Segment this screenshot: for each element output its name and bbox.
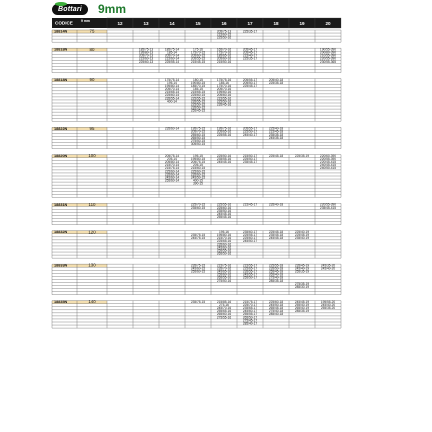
tyre-size-cell: 245/40-20: [320, 303, 336, 308]
tyre-size-cell: 225/45-19: [294, 233, 310, 238]
tyre-size-cell: 390-15: [193, 181, 203, 186]
tyre-size-cell: 245/40-20: [320, 266, 336, 271]
tyre-size-cell: 215/50-17: [242, 154, 258, 158]
tyre-size-cell: 235/60-17: [242, 230, 258, 235]
tyre-size-cell: 205/50-17: [242, 81, 258, 85]
tyre-size-cell: 215/75-14: [164, 166, 180, 171]
tyre-size-cell: 275/35-19: [294, 281, 310, 286]
tyre-size-cell: 245/45-18: [268, 236, 284, 241]
header-column-label: 19: [299, 20, 305, 26]
tyre-size-cell: 225/65-16: [216, 239, 232, 244]
tyre-size-cell: 220/55-390: [319, 157, 337, 162]
tyre-size-cell: 215/65-14: [164, 90, 180, 95]
tyre-size-cell: 225/60-18: [268, 300, 284, 304]
tyre-size-cell: 225/35-17: [242, 56, 258, 61]
tyre-size-cell: 215/45-17: [242, 202, 258, 207]
tyre-size-cell: 235/45-19: [294, 263, 310, 268]
tyre-size-cell: 240/50-415: [319, 166, 337, 171]
tyre-size-cell: 245/60-16: [216, 245, 232, 250]
tyre-size-cell: 235/65-17: [242, 306, 258, 311]
tyre-size-cell: 305/50-15: [190, 141, 206, 146]
tyre-size-cell: 235/75-15: [190, 233, 206, 238]
tyre-size-cell: 400-14: [167, 99, 177, 104]
tyre-size-cell: 205/70-15: [190, 129, 206, 134]
tyre-size-cell: 205/55-15: [190, 56, 206, 61]
tyre-size-cell: 205/70-16: [216, 87, 232, 92]
tyre-size-cell: 235/55-14: [164, 96, 180, 101]
tyre-size-cell: 215/60-14: [164, 56, 180, 61]
tyre-size-cell: 235/55-16: [216, 157, 232, 162]
tyre-size-cell: 180-15: [193, 77, 203, 82]
tyre-size-cell: 245/55-17: [242, 272, 258, 277]
table-section: [52, 47, 341, 73]
header-column-label: 20: [325, 20, 331, 26]
tyre-size-cell: 195-16: [219, 230, 229, 235]
section-code: 18832N: [54, 230, 68, 235]
tyre-size-cell: 200/80-390: [319, 50, 337, 55]
tyre-size-cell: 225/40-19: [294, 230, 310, 235]
tyre-size-cell: 255/50-17: [242, 275, 258, 280]
tyre-size-cell: 205/70-14: [164, 53, 180, 58]
section-code: 18822N: [54, 126, 68, 131]
tyre-size-cell: 195/75-15: [190, 126, 206, 131]
tyre-size-cell: 235/60-15: [190, 172, 206, 177]
tyre-size-cell: 205/75-13: [216, 29, 232, 34]
tyre-size-cell: 225/70-17: [242, 303, 258, 308]
tyre-size-cell: 245/50-18: [268, 303, 284, 308]
tyre-size-cell: 175/70-16: [216, 84, 232, 89]
tyre-size-cell: 240/45-415: [319, 163, 337, 168]
table-section: [52, 29, 341, 43]
tyre-size-cell: 255/45-15: [190, 108, 206, 113]
tyre-size-cell: 225/55-15: [190, 96, 206, 101]
tyre-size-cell: 225/45-17: [242, 84, 258, 89]
section-dim: 80: [89, 46, 95, 52]
tyre-size-cell: 225/45-18: [268, 154, 284, 158]
tyre-size-cell: 235/55-17: [242, 269, 258, 274]
tyre-size-cell: 265/50-15: [190, 135, 206, 140]
tyre-size-cell: 245/45-16: [216, 160, 232, 165]
tyre-size-cell: 255/45-18: [268, 269, 284, 274]
tyre-size-cell: 195/80-16: [216, 233, 232, 238]
tyre-size-cell: 255/60-15: [190, 132, 206, 137]
header-column-label: 13: [143, 20, 149, 26]
tyre-size-cell: 185/75-13: [138, 47, 154, 52]
table-section: [52, 299, 341, 328]
tyre-size-cell: 215/65-15: [190, 90, 206, 95]
tyre-size-cell: 225/60-13: [138, 59, 154, 64]
tyre-size-cell: 245/60-17: [242, 309, 258, 314]
tyre-size-cell: 235/75-15: [190, 300, 206, 304]
tyre-size-cell: 285/40-17: [242, 321, 258, 326]
tyre-size-cell: 230/55-365: [319, 59, 337, 64]
tyre-size-cell: 245/65-16: [216, 269, 232, 274]
tyre-size-cell: 195/55-20: [320, 300, 336, 304]
tyre-size-cell: 285/35-18: [268, 278, 284, 283]
tyre-size-cell: 205/45-17: [242, 50, 258, 55]
tyre-size-cell: 175/70-16: [216, 50, 232, 55]
tyre-size-cell: 265/45-18: [268, 306, 284, 311]
tyre-size-cell: 245/35-18: [268, 135, 284, 140]
tyre-size-cell: 195-15: [193, 154, 203, 158]
tyre-size-cell: 205/40-18: [268, 77, 284, 82]
tyre-size-cell: 225/50-16: [216, 35, 232, 40]
tyre-size-cell: 195/60-16: [216, 90, 232, 95]
tyre-size-cell: 175/75-14: [164, 77, 180, 82]
tyre-size-cell: 225/65-17: [242, 266, 258, 271]
tyre-size-cell: 225/50-15: [190, 102, 206, 107]
tyre-size-cell: 175/75-16: [216, 77, 232, 82]
tyre-size-cell: 190/55-390: [319, 47, 337, 52]
tyre-size-cell: 225/40-18: [268, 126, 284, 131]
tyre-size-cell: 235/60-14: [164, 126, 180, 131]
header-column-label: 12: [117, 20, 123, 26]
tyre-size-cell: 225/35-18: [268, 81, 284, 85]
section-code: 18814N: [54, 29, 68, 34]
tyre-size-cell: 245/40-17: [242, 132, 258, 137]
tyre-size-cell: 215/75-17: [242, 300, 258, 304]
tyre-size-cell: 245/45-16: [216, 211, 232, 216]
chain-size-title: 9mm: [97, 2, 126, 16]
tyre-size-cell: 205/60-15: [190, 53, 206, 58]
tyre-size-cell: 235/45-18: [268, 233, 284, 238]
tyre-size-cell: 225/35-17: [242, 29, 258, 34]
tyre-size-cell: 220/45-415: [319, 160, 337, 165]
section-code: 18820N: [54, 154, 68, 159]
tyre-size-cell: 265/60-16: [216, 312, 232, 317]
tyre-size-cell: 215/70-16: [216, 236, 232, 241]
tyre-size-cell: 285/35-19: [294, 309, 310, 314]
tyre-size-cell: 205/55-17: [242, 77, 258, 82]
tyre-size-cell: 245/60-14: [164, 175, 180, 180]
table-section: [52, 126, 341, 149]
tyre-size-cell: 190/80-15: [190, 81, 206, 85]
tyre-size-cell: 245/40-19: [294, 266, 310, 271]
tyre-size-cell: 175/70-15: [190, 50, 206, 55]
section-code: 18818N: [54, 47, 68, 52]
tyre-size-cell: 255/35-20: [320, 306, 336, 311]
tyre-size-cell: 185/65-16: [216, 53, 232, 58]
tyre-size-cell: 255/60-16: [216, 272, 232, 277]
tyre-size-cell: 235/60-16: [216, 242, 232, 247]
tyre-size-cell: 235/50-15: [190, 105, 206, 110]
tyre-size-cell: 220/55-390: [319, 56, 337, 61]
tyre-size-cell: 255/55-16: [216, 248, 232, 253]
tyre-size-cell: 235/45-16: [216, 102, 232, 107]
tyre-size-cell: 195/80-14: [164, 84, 180, 89]
tyre-size-cell: 225/55-16: [216, 132, 232, 137]
header-code-label: CODICE: [55, 20, 73, 26]
tyre-size-cell: 235/35-18: [268, 132, 284, 137]
table-section: [52, 263, 341, 295]
tyre-size-cell: 265/50-16: [216, 251, 232, 256]
tyre-size-cell: 205/45-17: [242, 47, 258, 52]
tyre-size-cell: 185/75-14: [164, 47, 180, 52]
tyre-size-cell: 205/80-14: [164, 160, 180, 165]
logo-text: Bottari: [58, 5, 82, 13]
tyre-size-cell: 255/35-19: [294, 269, 310, 274]
section-code: 18818N: [54, 78, 68, 83]
tyre-size-cell: 165/70-16: [216, 47, 232, 52]
tyre-size-cell: 175-16: [193, 47, 203, 52]
tyre-size-cell: 205/60-16: [216, 93, 232, 98]
header-size-label: 9 mm: [81, 19, 90, 24]
tyre-size-cell: 245/75-15: [190, 236, 206, 241]
tyre-size-cell: 275/40-18: [268, 309, 284, 314]
header-column-label: 17: [247, 20, 253, 26]
tyre-size-cell: 215/50-16: [216, 59, 232, 64]
section-dim: 100: [88, 153, 96, 159]
tyre-size-cell: 225/60-17: [242, 236, 258, 241]
tyre-size-cell: 215/85-16: [216, 300, 232, 304]
tyre-size-cell: 195-14: [167, 81, 177, 85]
tyre-size-cell: 215/45-15: [190, 59, 206, 64]
tyre-size-cell: 205-14: [167, 157, 177, 162]
section-dim: 120: [88, 229, 96, 235]
tyre-size-cell: 235/40-19: [294, 236, 310, 241]
tyre-size-cell: 215/60-13: [138, 56, 154, 61]
header-column-label: 18: [273, 20, 279, 26]
tyre-size-cell: 285/40-18: [268, 312, 284, 317]
tyre-size-cell: 265/55-16: [216, 275, 232, 280]
tyre-size-cell: 235/60-15: [190, 205, 206, 210]
tyre-size-cell: 185-14: [167, 50, 177, 55]
tyre-size-cell: 275-16: [219, 303, 229, 308]
tyre-size-cell: 275/40-18: [268, 275, 284, 280]
header-column-label: 16: [221, 20, 227, 26]
tyre-size-cell: 245/50-15: [190, 175, 206, 180]
tyre-size-cell: 255/60-14: [164, 178, 180, 183]
tyre-size-cell: 225/70-15: [190, 202, 206, 207]
section-dim: 90: [89, 77, 95, 83]
tyre-size-cell: 205-15: [193, 163, 203, 168]
section-dim: 130: [88, 262, 96, 268]
tyre-size-cell: 275/45-17: [242, 318, 258, 323]
tyre-size-cell: 265/40-19: [294, 306, 310, 311]
tyre-size-cell: 225/50-16: [216, 99, 232, 104]
tyre-size-cell: 265/50-17: [242, 315, 258, 320]
tyre-size-cell: 225/60-14: [164, 169, 180, 174]
tyre-size-cell: 225/60-15: [190, 169, 206, 174]
tyre-size-cell: 245/50-17: [242, 239, 258, 244]
table-header: [52, 18, 341, 28]
section-dim: 95: [89, 125, 95, 131]
tyre-size-cell: 225/60-14: [164, 93, 180, 98]
tyre-size-cell: 225/55-18: [268, 263, 284, 268]
tyre-size-cell: 205/70-14: [164, 87, 180, 92]
tyre-size-cell: 210/55-390: [319, 53, 337, 58]
tyre-size-cell: 225/50-16: [216, 154, 232, 158]
tyre-size-cell: 205/75-14: [164, 154, 180, 158]
tyre-size-cell: 235/45-17: [242, 160, 258, 165]
tyre-size-cell: 275/55-16: [216, 315, 232, 320]
tyre-size-cell: 220/60-390: [319, 154, 337, 158]
section-code: 18835N: [54, 300, 68, 305]
table-section: [52, 202, 341, 225]
tyre-size-cell: 215/55-17: [242, 263, 258, 268]
tyre-size-cell: 205/55-17: [242, 126, 258, 131]
tyre-size-cell: 235/50-18: [268, 266, 284, 271]
tyre-size-cell: 225/50-17: [242, 157, 258, 162]
tyre-size-cell: 235/60-14: [164, 172, 180, 177]
table-section: [52, 229, 341, 258]
tyre-size-cell: 225/60-15: [190, 93, 206, 98]
tyre-size-cell: 275/50-16: [216, 278, 232, 283]
tyre-size-cell: 225/55-17: [242, 233, 258, 238]
table-section: [52, 153, 341, 197]
tyre-size-cell: 185-15: [193, 87, 203, 92]
tyre-size-cell: 255/45-16: [216, 214, 232, 219]
tyre-size-cell: 245/70-16: [216, 306, 232, 311]
tyre-size-cell: 235/75-15: [190, 263, 206, 268]
tyre-size-cell: 225/60-16: [216, 205, 232, 210]
tyre-size-cell: 205/65-16: [216, 129, 232, 134]
tyre-size-cell: 255/65-16: [216, 309, 232, 314]
tyre-size-cell: 220/55-390: [319, 202, 337, 207]
tyre-size-cell: 215/75-16: [216, 263, 232, 268]
section-code: 18833N: [54, 263, 68, 268]
tyre-size-cell: 225/45-18: [268, 230, 284, 235]
tyre-size-cell: 205/60-16: [216, 56, 232, 61]
tyre-size-cell: 215/55-16: [216, 96, 232, 101]
tyre-size-cell: 245/45-19: [294, 300, 310, 304]
tyre-size-cell: 225/35-19: [294, 154, 310, 158]
tyre-size-cell: 275/50-15: [190, 138, 206, 143]
tyre-size-cell: 235/55-15: [190, 99, 206, 104]
tyre-size-cell: 255/55-17: [242, 312, 258, 317]
tyre-size-cell: 195/80-13: [138, 50, 154, 55]
tyre-size-cell: 245/60-15: [190, 266, 206, 271]
tyre-size-cell: 215/45-18: [268, 129, 284, 134]
tyre-size-cell: 255/40-19: [294, 303, 310, 308]
tyre-size-cell: 235/50-16: [216, 208, 232, 213]
tyre-size-cell: 235/45-415: [319, 205, 337, 210]
tyre-size-cell: 285/30-19: [294, 284, 310, 289]
tyre-size-cell: 245/35-20: [320, 263, 336, 268]
tyre-size-cell: 215/60-15: [190, 166, 206, 171]
tyre-size-cell: 225/50-17: [242, 129, 258, 134]
tyre-size-cell: 225/55-14: [164, 59, 180, 64]
header-column-label: 15: [195, 20, 201, 26]
section-dim: 110: [88, 201, 96, 207]
tyre-size-cell: 185/70-15: [190, 84, 206, 89]
tyre-size-cell: 185-16: [219, 81, 229, 85]
tyre-size-cell: 215/70-14: [164, 163, 180, 168]
tyre-size-cell: 205/70-13: [138, 53, 154, 58]
tyre-size-cell: 265/40-18: [268, 272, 284, 277]
section-dim: 140: [88, 299, 96, 305]
tyre-size-cell: 215/40-17: [242, 53, 258, 58]
table-section: [52, 77, 341, 121]
tyre-size-cell: 235/70-16: [216, 266, 232, 271]
tyre-size-cell: 225/55-16: [216, 202, 232, 207]
header-column-label: 14: [169, 20, 175, 26]
tyre-size-cell: 215/60-15: [216, 32, 232, 37]
tyre-size-cell: 400-15: [193, 178, 203, 183]
tyre-size-cell: 205/75-15: [190, 160, 206, 165]
section-code: 18831N: [54, 202, 68, 207]
section-dim: 75: [89, 28, 95, 34]
tyre-size-cell: 255/60-15: [190, 269, 206, 274]
tyre-size-cell: 195/80-15: [190, 157, 206, 162]
tyre-size-cell: 195/75-16: [216, 126, 232, 131]
tyre-size-cell: 235/40-18: [268, 202, 284, 207]
